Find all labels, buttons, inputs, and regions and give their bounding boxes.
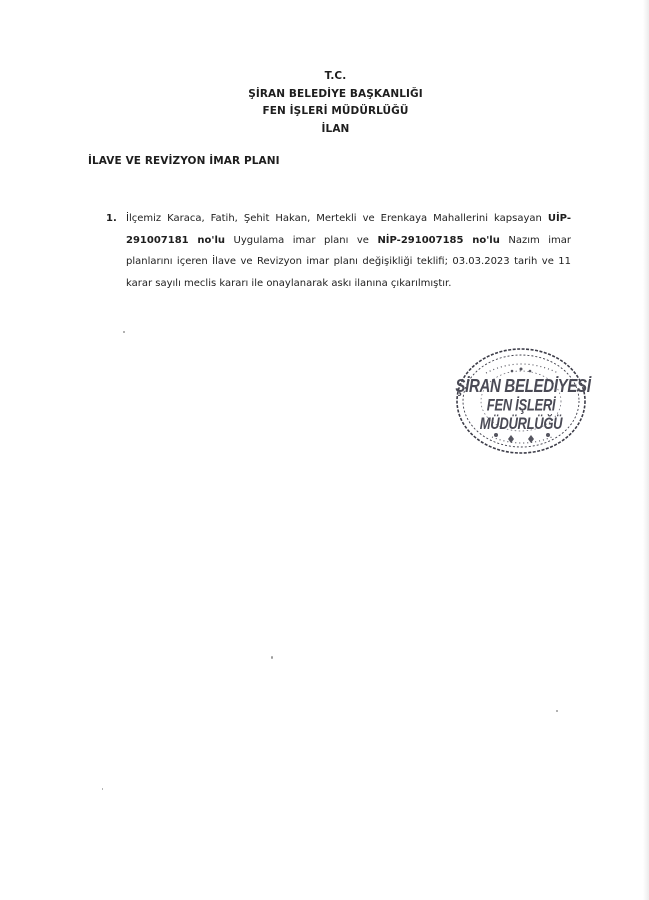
- official-stamp: [448, 343, 594, 463]
- item-text-part-1: İlçemiz Karaca, Fatih, Şehit Hakan, Mertekli ve Erenkaya Mahallerini kapsayan: [126, 213, 548, 224]
- document-header: [0, 68, 649, 138]
- stamp-text-line-1: ŞİRAN BELEDİYESİ: [455, 375, 591, 398]
- plan-code-uip: UİP-291007181 no'lu: [126, 213, 571, 246]
- plan-code-nip: NİP-291007185 no'lu: [377, 234, 500, 246]
- item-text-part-2: Uygulama imar planı ve: [225, 234, 378, 246]
- page-edge: [643, 0, 649, 900]
- header-notice: İLAN: [321, 122, 350, 135]
- header-municipality: ŞİRAN BELEDİYE BAŞKANLIĞI: [248, 87, 423, 100]
- header-tc: T.C.: [324, 70, 347, 82]
- scan-speck: [271, 656, 273, 659]
- item-text-part-3: Nazım imar planlarını içeren İlave ve Revizyon imar planı değişikliği teklifi; 03.03.2023 tarih ve 11 karar sayılı meclis kararı ile onaylanarak askı ilanına çıkarılmıştır.: [126, 234, 571, 289]
- section-title: İLAVE VE REVİZYON İMAR PLANI: [88, 155, 280, 167]
- header-department: FEN İŞLERİ MÜDÜRLÜĞÜ: [262, 105, 409, 117]
- list-item: [106, 208, 571, 294]
- item-number: 1.: [106, 213, 117, 224]
- scan-speck: [123, 331, 125, 333]
- scan-speck: [102, 788, 103, 790]
- scan-speck: [556, 710, 558, 712]
- stamp-text-line-2: FEN İŞLERİ MÜDÜRLÜĞÜ: [479, 395, 563, 433]
- item-text: [126, 208, 571, 294]
